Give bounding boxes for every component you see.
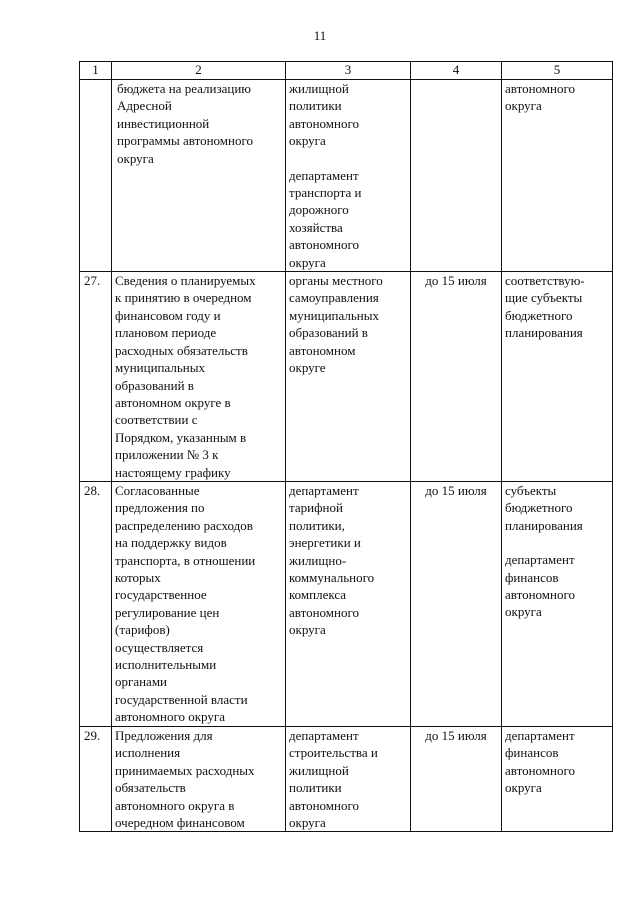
column-header-5: 5 [502,62,613,80]
column-header-1: 1 [80,62,112,80]
row-recipient [502,726,613,831]
table-row [80,726,613,831]
row-number: 28. [80,481,112,726]
row-executor [286,481,411,726]
row-deadline [411,80,502,272]
row-description: Сведения о планируемых к принятию в очередном финансовом году и плановом периоде расходных обязательств муниципальных образований в автономном округе в соответствии с Порядком, указанным в приложении № 3 к настоящему графику [112,272,286,482]
row-description: Предложения для исполнения принимаемых расходных обязательств автономного округа в очередном финансовом [112,726,286,831]
row-deadline: до 15 июля [411,726,502,831]
row-description: бюджета на реализацию Адресной инвестиционной программы автономного округа [112,80,286,272]
row-deadline: до 15 июля [411,272,502,482]
column-header-2: 2 [112,62,286,80]
executor-text: жилищной политики автономного округа [289,81,359,149]
table-header [80,62,613,80]
row-number [80,80,112,272]
row-recipient [502,481,613,726]
row-deadline: до 15 июля [411,481,502,726]
row-recipient [502,80,613,272]
row-recipient [502,272,613,482]
table-row [80,80,613,272]
row-executor [286,726,411,831]
recipient-text: департамент финансов автономного округа [505,727,575,796]
table-row [80,272,613,482]
schedule-table [79,61,613,832]
page-number: 11 [313,28,327,43]
recipient-extra-text: департамент финансов автономного округа [505,552,575,620]
column-header-3: 3 [286,62,411,80]
column-header-4: 4 [411,62,502,80]
recipient-text: субъекты бюджетного планирования [505,482,583,533]
row-number: 27. [80,272,112,482]
executor-text: органы местного самоуправления муниципальных образований в автономном округе [289,273,383,376]
row-number: 29. [80,726,112,831]
table-row [80,481,613,726]
executor-extra-text: департамент транспорта и дорожного хозяйства автономного округа [289,167,362,270]
row-description: Согласованные предложения по распределению расходов на поддержку видов транспорта, в отношении которых государственное регулирование цен (тарифов) осуществляется исполнительными органами государственной власти автономного округа [112,481,286,726]
recipient-text: соответствую- щие субъекты бюджетного планирования [505,273,585,341]
recipient-text: автономного округа [505,81,575,114]
row-executor [286,80,411,272]
executor-text: департамент строительства и жилищной политики автономного округа [289,727,378,830]
executor-text: департамент тарифной политики, энергетики и жилищно- коммунального комплекса автономного округа [289,482,375,638]
row-executor [286,272,411,482]
